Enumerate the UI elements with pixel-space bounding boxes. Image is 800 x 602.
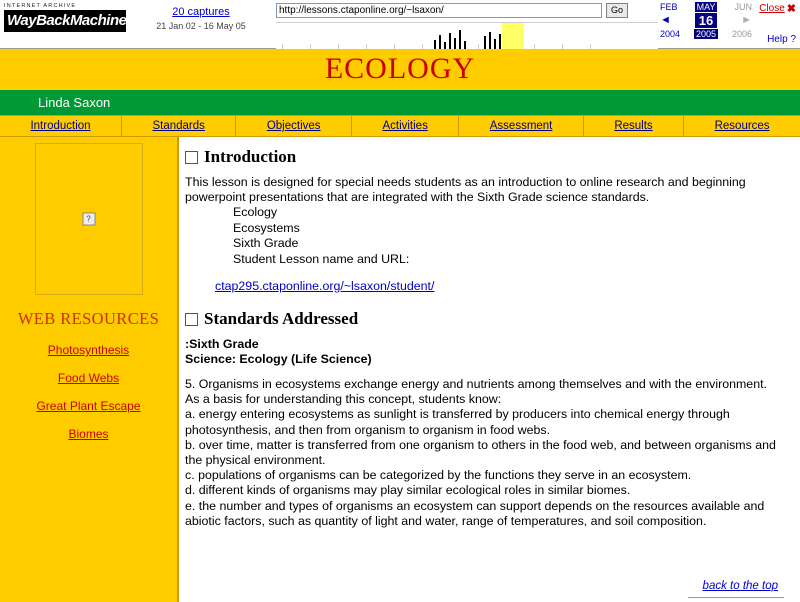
next-capture-arrow-icon[interactable]: ► [741,14,752,26]
timeline-bar[interactable] [494,39,496,49]
standards-point-c: c. populations of organisms can be categorized by the functions they serve in an ecosystem. [185,468,692,483]
timeline-bar[interactable] [449,33,451,49]
help-label[interactable]: Help [767,34,788,45]
nav-link-introduction[interactable]: Introduction [30,120,91,132]
sidebar-item-food-webs[interactable] [0,370,177,385]
author-band [0,90,800,115]
sidebar-link-photosynthesis[interactable]: Photosynthesis [47,343,130,357]
standards-heading: Standards Addressed [204,309,359,328]
year-next[interactable]: 2006 [731,29,752,39]
standards-point-b: b. over time, matter is transferred from one organism to others in the food web, and between organisms and the physical environment. [185,437,776,468]
standards-point-e: e. the number and types of organisms an ecosystem can support depends on the resources available and abiotic factors, such as quantity of light and water, range of temperatures, and soil composition. [185,498,765,528]
internet-archive-label: INTERNET ARCHIVE [4,3,77,9]
wayback-date-picker [658,0,754,39]
square-bullet-icon [185,313,198,326]
year-selected[interactable]: 2005 [695,29,717,39]
toolbar-actions [754,0,800,45]
timeline-capture-bars [276,23,658,49]
captures-date-range: 21 Jan 02 - 16 May 05 [156,21,246,31]
timeline-bar[interactable] [489,32,491,49]
prev-capture-arrow-icon[interactable]: ◄ [660,14,671,26]
nav-link-standards[interactable]: Standards [152,120,205,132]
student-lesson-link[interactable]: ctap295.ctaponline.org/~lsaxon/student/ [215,279,435,293]
standards-heading-row [185,309,780,329]
sidebar-item-photosynthesis[interactable] [0,342,177,357]
wayback-machine-wordmark [4,10,126,32]
month-selected[interactable]: MAY [696,2,716,12]
page-body [0,137,800,602]
wayback-toolbar [0,0,800,49]
sidebar-image-placeholder [35,143,143,295]
captures-info [126,0,276,31]
standards-lead: 5. Organisms in ecosystems exchange energy and nutrients among themselves and with the environment. As a basis for understanding this concept, students know: [185,377,767,407]
url-input[interactable] [276,3,602,18]
capture-timeline[interactable] [276,22,658,49]
help-icon[interactable]: ? [790,34,796,45]
sidebar-item-biomes[interactable] [0,426,177,441]
month-selector [658,2,754,12]
topic-item-ecosystems: Ecosystems [233,220,300,235]
timeline-bar[interactable] [444,42,446,49]
url-row [276,3,658,18]
site-title-band [0,49,800,90]
wayback-wordmark-part2: Machine [69,12,127,29]
nav-item-assessment[interactable] [459,116,584,136]
back-to-top-row [703,580,778,592]
nav-item-introduction[interactable] [0,116,122,136]
topic-item-grade: Sixth Grade [233,236,299,250]
standards-point-a: a. energy entering ecosystems as sunlight is transferred by producers into chemical energy through photosynthesis, and then from organism to organism in food webs. [185,407,730,437]
close-icon[interactable]: ✖ [786,2,796,15]
sidebar-link-list [0,342,177,441]
introduction-heading-row [185,147,780,167]
nav-item-resources[interactable] [684,116,800,136]
timeline-bar[interactable] [464,41,466,49]
wayback-wordmark-part1: WayBack [7,12,70,29]
topic-item-student-lesson: Student Lesson name and URL: [233,251,410,266]
author-name: Linda Saxon [38,95,111,110]
nav-item-objectives[interactable] [236,116,352,136]
sidebar [0,137,178,602]
sidebar-item-great-plant-escape[interactable] [0,398,177,413]
wayback-logo[interactable] [4,3,126,32]
timeline-bar[interactable] [439,35,441,49]
timeline-bar[interactable] [484,36,486,49]
nav-link-assessment[interactable]: Assessment [489,120,553,132]
introduction-heading: Introduction [204,147,297,166]
help-link-row[interactable] [754,34,796,45]
month-prev[interactable]: FEB [660,2,678,12]
page-title: ECOLOGY [324,52,476,85]
main-nav [0,115,800,137]
main-content [178,137,800,602]
wayback-url-area [276,0,658,49]
sidebar-heading: WEB RESOURCES [17,309,160,328]
year-selector [658,29,754,39]
topic-item-ecology: Ecology [233,205,278,219]
captures-count-link[interactable]: 20 captures [172,6,230,18]
nav-link-objectives[interactable]: Objectives [266,120,321,132]
timeline-bar[interactable] [434,40,436,49]
year-prev[interactable]: 2004 [660,29,681,39]
month-next[interactable]: JUN [734,2,752,12]
student-lesson-url-row [215,279,780,293]
content-divider [688,597,784,598]
nav-item-activities[interactable] [352,116,459,136]
introduction-topic-list [233,205,780,267]
nav-link-activities[interactable]: Activities [382,120,428,132]
standards-body [185,377,780,529]
close-toolbar[interactable] [754,3,796,14]
square-bullet-icon [185,151,198,164]
nav-item-results[interactable] [584,116,684,136]
standards-subheading-grade: :Sixth Grade [185,337,259,351]
selected-day: 16 [695,13,717,28]
timeline-bar[interactable] [454,38,456,49]
nav-item-standards[interactable] [122,116,236,136]
day-selector [658,13,754,28]
nav-link-resources[interactable]: Resources [714,120,770,132]
sidebar-link-great-plant-escape[interactable]: Great Plant Escape [36,399,141,413]
timeline-bar[interactable] [459,30,461,49]
introduction-paragraph: This lesson is designed for special needs students as an introduction to online research and beginning powerpoint presentations that are integrated with the Sixth Grade science standards. [185,175,746,204]
archived-page [0,49,800,600]
nav-link-results[interactable]: Results [614,120,653,132]
sidebar-link-biomes[interactable]: Biomes [68,427,109,441]
back-to-top-link[interactable]: back to the top [702,580,778,592]
close-label[interactable]: Close [759,3,785,14]
standards-point-d: d. different kinds of organisms may play similar ecological roles in similar biomes. [185,483,631,498]
timeline-bar[interactable] [499,34,501,49]
broken-image-icon: ? [82,213,95,226]
go-button[interactable]: Go [606,3,628,18]
standards-subheading-subject: Science: Ecology (Life Science) [185,352,372,366]
sidebar-link-food-webs[interactable]: Food Webs [57,371,120,385]
